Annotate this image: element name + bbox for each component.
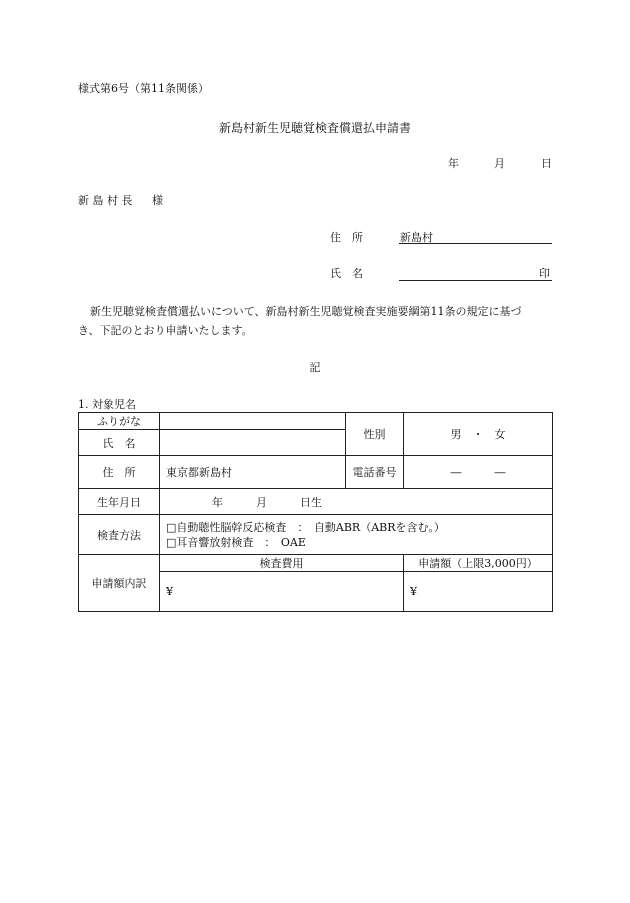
applicant-name-label: 氏 名: [330, 267, 363, 280]
applicant-address-value: 新島村: [400, 231, 433, 244]
date-month: 月: [494, 157, 505, 170]
breakdown-label: 申請額内訳: [79, 555, 160, 612]
address-underline: [399, 243, 552, 244]
phone-label: 電話番号: [346, 456, 404, 489]
fee-field[interactable]: ¥: [160, 572, 404, 612]
method-abr-option[interactable]: □自動聴性脳幹反応検査 ： 自動ABR（ABRを含む。）: [166, 520, 446, 534]
form-number: 様式第6号（第11条関係）: [78, 82, 209, 95]
name-underline: [399, 280, 552, 281]
furigana-field[interactable]: [160, 413, 346, 430]
seal-mark: 印: [539, 267, 550, 280]
request-header: 申請額（上限3,000円）: [404, 555, 553, 572]
addressee-honorific: 様: [152, 194, 163, 207]
furigana-label: ふりがな: [79, 413, 160, 430]
name-field[interactable]: [160, 430, 346, 456]
dob-label: 生年月日: [79, 489, 160, 515]
body-text-line1: 新生児聴覚検査償還払いについて、新島村新生児聴覚検査実施要綱第11条の規定に基づ: [90, 305, 522, 318]
phone-field[interactable]: ― ―: [404, 456, 553, 489]
name-label: 氏 名: [79, 430, 160, 456]
dob-field[interactable]: 年 月 日生: [160, 489, 553, 515]
date-year: 年: [448, 157, 459, 170]
applicant-address-label: 住 所: [330, 231, 363, 244]
method-oae-option[interactable]: □耳音響放射検査 ： OAE: [166, 535, 306, 549]
date-day: 日: [541, 157, 552, 170]
addressee: 新 島 村 長: [78, 194, 133, 207]
section-heading: 1. 対象児名: [78, 398, 136, 411]
address-label: 住 所: [79, 456, 160, 489]
subject-table: [78, 412, 553, 612]
ki-heading: 記: [309, 361, 321, 374]
request-field[interactable]: ¥: [404, 572, 553, 612]
method-label: 検査方法: [79, 515, 160, 555]
method-options: [160, 515, 553, 555]
sex-label: 性別: [346, 413, 404, 456]
address-field[interactable]: 東京都新島村: [160, 456, 346, 489]
fee-header: 検査費用: [160, 555, 404, 572]
sex-options[interactable]: 男 ・ 女: [404, 413, 553, 456]
body-text-line2: き、下記のとおり申請いたします。: [78, 324, 253, 337]
page-title: 新島村新生児聴覚検査償還払申請書: [218, 121, 411, 135]
